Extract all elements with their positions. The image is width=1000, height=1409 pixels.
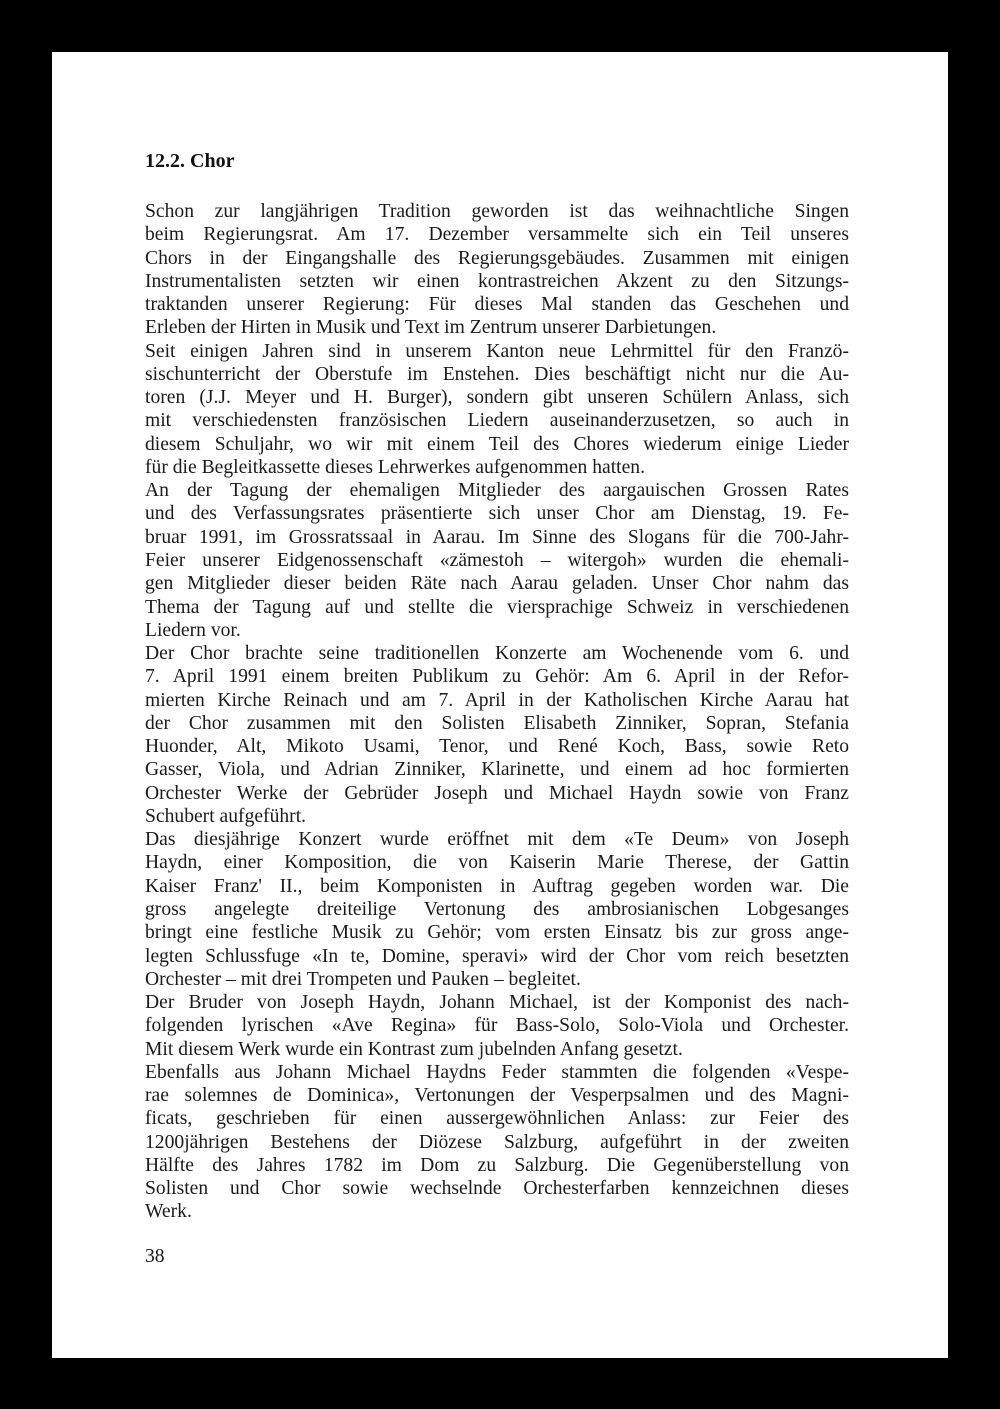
text-line: gross angelegte dreiteilige Vertonung des ambrosianischen Lobgesanges — [145, 898, 849, 920]
text-line: Schon zur langjährigen Tradition geworden ist das weihnachtliche Singen — [145, 201, 849, 222]
text-line: Thema der Tagung auf und stellte die viersprachige Schweiz in verschiedenen — [145, 596, 849, 618]
text-line: Gasser, Viola, und Adrian Zinniker, Klarinette, und einem ad hoc formierten — [145, 759, 849, 781]
text-line: 1200jährigen Bestehens der Diözese Salzburg, aufgeführt in der zweiten — [145, 1131, 849, 1153]
paragraph — [145, 479, 849, 642]
text-line: beim Regierungsrat. Am 17. Dezember versammelte sich ein Teil unseres — [145, 224, 849, 246]
text-line: traktanden unserer Regierung: Für dieses Mal standen das Geschehen und — [145, 294, 849, 316]
text-line: Solisten und Chor sowie wechselnde Orchesterfarben kennzeichnen dieses — [145, 1178, 849, 1200]
paragraph — [145, 991, 849, 1061]
text-line: Liedern vor. — [145, 619, 241, 641]
text-line: der Chor zusammen mit den Solisten Elisabeth Zinniker, Sopran, Stefania — [145, 712, 849, 734]
text-line: ficats, geschrieben für einen aussergewöhnlichen Anlass: zur Feier des — [145, 1108, 849, 1130]
page-number: 38 — [145, 1246, 165, 1267]
paragraph — [145, 340, 849, 480]
text-line: diesem Schuljahr, wo wir mit einem Teil des Chores wiederum einige Lieder — [145, 433, 849, 455]
text-line: Huonder, Alt, Mikoto Usami, Tenor, und René Koch, Bass, sowie Reto — [145, 736, 849, 758]
section-heading: 12.2. Chor — [145, 150, 235, 172]
text-line: Kaiser Franz' II., beim Komponisten in Auftrag gegeben worden war. Die — [145, 875, 849, 897]
text-line: toren (J.J. Meyer und H. Burger), sondern gibt unseren Schülern Anlass, sich — [145, 387, 849, 409]
text-line: gen Mitglieder dieser beiden Räte nach Aarau geladen. Unser Chor nahm das — [145, 573, 849, 595]
text-line: rae solemnes de Dominica», Vertonungen der Vesperpsalmen und des Magni- — [145, 1085, 849, 1107]
document-page — [52, 52, 948, 1358]
paragraph — [145, 642, 849, 828]
text-line: und des Verfassungsrates präsentierte sich unser Chor am Dienstag, 19. Fe- — [145, 503, 849, 525]
text-line: Chors in der Eingangshalle des Regierungsgebäudes. Zusammen mit einigen — [145, 247, 849, 269]
text-line: Ebenfalls aus Johann Michael Haydns Feder stammten die folgenden «Vespe- — [145, 1061, 849, 1083]
paragraph — [145, 828, 849, 991]
text-line: sischunterricht der Oberstufe im Enstehen. Dies beschäftigt nicht nur die Au- — [145, 363, 849, 385]
text-line: 7. April 1991 einem breiten Publikum zu Gehör: Am 6. April in der Refor- — [145, 666, 849, 688]
text-line: Orchester – mit drei Trompeten und Pauken – begleitet. — [145, 968, 581, 990]
text-line: bruar 1991, im Grossratssaal in Aarau. Im Sinne des Slogans für die 700-Jahr- — [145, 526, 849, 548]
text-line: Orchester Werke der Gebrüder Joseph und Michael Haydn sowie von Franz — [145, 782, 849, 804]
text-line: Der Chor brachte seine traditionellen Konzerte am Wochenende vom 6. und — [145, 643, 849, 665]
text-line: folgenden lyrischen «Ave Regina» für Bass-Solo, Solo-Viola und Orchester. — [145, 1015, 849, 1037]
text-line: Seit einigen Jahren sind in unserem Kanton neue Lehrmittel für den Franzö- — [145, 340, 849, 362]
text-line: Werk. — [145, 1201, 192, 1223]
text-line: legten Schlussfuge «In te, Domine, speravi» wird der Chor vom reich besetzten — [145, 945, 849, 967]
paragraph — [145, 1061, 849, 1224]
text-line: Das diesjährige Konzert wurde eröffnet mit dem «Te Deum» von Joseph — [145, 829, 849, 851]
text-line: Haydn, einer Komposition, die von Kaiserin Marie Therese, der Gattin — [145, 852, 849, 874]
text-line: Der Bruder von Joseph Haydn, Johann Michael, ist der Komponist des nach- — [145, 992, 849, 1014]
text-line: Instrumentalisten setzten wir einen kontrastreichen Akzent zu den Sitzungs- — [145, 270, 849, 292]
text-line: bringt eine festliche Musik zu Gehör; vom ersten Einsatz bis zur gross ange- — [145, 922, 849, 944]
paragraph — [145, 200, 849, 340]
text-line: für die Begleitkassette dieses Lehrwerkes aufgenommen hatten. — [145, 456, 646, 478]
text-line: mierten Kirche Reinach und am 7. April in der Katholischen Kirche Aarau hat — [145, 689, 849, 711]
text-line: Mit diesem Werk wurde ein Kontrast zum jubelnden Anfang gesetzt. — [145, 1038, 683, 1060]
text-line: An der Tagung der ehemaligen Mitglieder des aargauischen Grossen Rates — [145, 480, 849, 502]
text-line: Feier unserer Eidgenossenschaft «zämestoh – witergoh» wurden die ehemali- — [145, 549, 849, 571]
text-line: Schubert aufgeführt. — [145, 805, 307, 827]
body-text — [145, 200, 849, 1224]
text-line: Erleben der Hirten in Musik und Text im Zentrum unserer Darbietungen. — [145, 317, 717, 339]
text-line: mit verschiedensten französischen Liedern auseinanderzusetzen, so auch in — [145, 410, 849, 432]
text-line: Hälfte des Jahres 1782 im Dom zu Salzburg. Die Gegenüberstellung von — [145, 1154, 849, 1176]
